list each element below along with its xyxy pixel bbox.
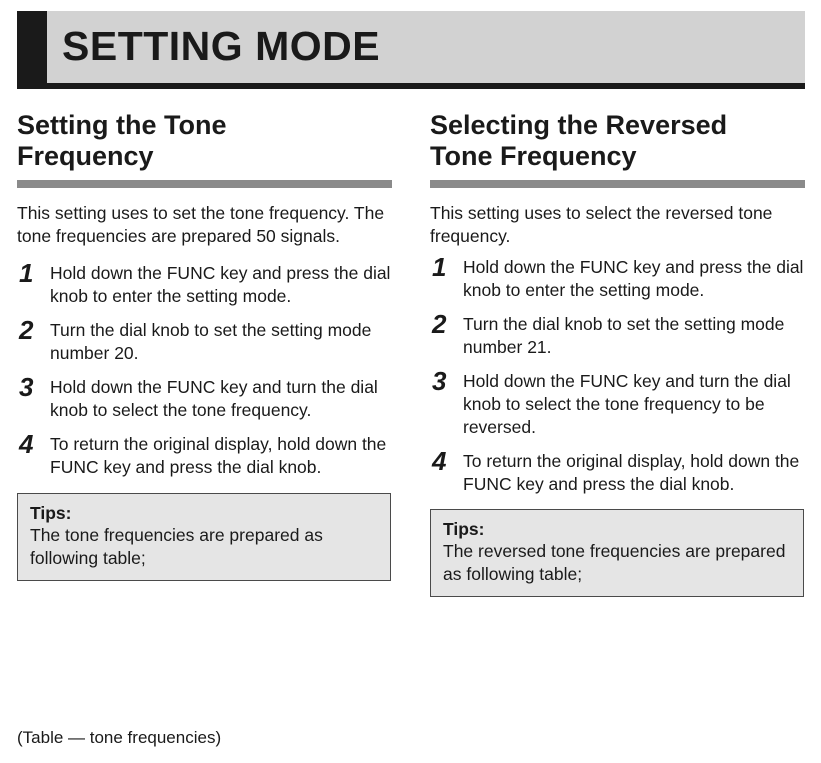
intro-text: This setting uses to select the reversed tone frequency. bbox=[430, 203, 773, 246]
section-title-reversed-tone-frequency bbox=[430, 110, 805, 172]
step-text: Hold down the FUNC key and press the dial knob to enter the setting mode. bbox=[463, 257, 804, 300]
table-placeholder-note: (Table — tone frequencies) bbox=[17, 728, 222, 747]
step-item bbox=[430, 309, 805, 359]
intro-text: This setting uses to set the tone frequency. The tone frequencies are prepared 50 signals. bbox=[17, 203, 385, 246]
step-number: 2 bbox=[432, 309, 447, 339]
step-number: 4 bbox=[432, 446, 447, 476]
step-number: 4 bbox=[19, 429, 34, 459]
section-rule bbox=[17, 180, 392, 188]
step-number: 3 bbox=[19, 372, 34, 402]
section-title-line-2: Tone Frequency bbox=[430, 141, 637, 171]
tips-text: The reversed tone frequencies are prepared as following table; bbox=[443, 541, 786, 584]
step-item bbox=[17, 315, 392, 365]
step-item bbox=[17, 258, 392, 308]
step-item bbox=[17, 372, 392, 422]
section-title-line-2: Frequency bbox=[17, 141, 154, 171]
step-text: Hold down the FUNC key and turn the dial knob to select the tone frequency. bbox=[50, 377, 378, 420]
page-title: SETTING MODE bbox=[62, 23, 381, 69]
tips-box bbox=[430, 509, 804, 597]
tips-title: Tips: bbox=[443, 519, 485, 539]
header-rule bbox=[17, 83, 805, 89]
step-text: To return the original display, hold down the FUNC key and press the dial knob. bbox=[50, 434, 387, 477]
step-number: 1 bbox=[432, 252, 447, 282]
section-rule bbox=[430, 180, 805, 188]
step-text: To return the original display, hold down the FUNC key and press the dial knob. bbox=[463, 451, 800, 494]
step-text: Hold down the FUNC key and turn the dial knob to select the tone frequency to be reversed. bbox=[463, 371, 791, 437]
step-number: 3 bbox=[432, 366, 447, 396]
step-text: Hold down the FUNC key and press the dial knob to enter the setting mode. bbox=[50, 263, 391, 306]
step-text: Turn the dial knob to set the setting mode number 20. bbox=[50, 320, 372, 363]
section-title-tone-frequency bbox=[17, 110, 392, 172]
step-item bbox=[17, 429, 392, 479]
step-item bbox=[430, 252, 805, 302]
header-accent-block bbox=[17, 11, 47, 89]
step-item bbox=[430, 446, 805, 496]
section-title-line-1: Setting the Tone bbox=[17, 110, 227, 140]
step-number: 2 bbox=[19, 315, 34, 345]
section-title-line-1: Selecting the Reversed bbox=[430, 110, 728, 140]
step-item bbox=[430, 366, 805, 439]
section-tone-frequency bbox=[17, 110, 392, 581]
steps-list bbox=[17, 258, 392, 479]
tips-text: The tone frequencies are prepared as following table; bbox=[30, 525, 323, 568]
tips-title: Tips: bbox=[30, 503, 72, 523]
tips-box bbox=[17, 493, 391, 581]
section-reversed-tone-frequency bbox=[430, 110, 805, 597]
step-text: Turn the dial knob to set the setting mode number 21. bbox=[463, 314, 785, 357]
step-number: 1 bbox=[19, 258, 34, 288]
steps-list bbox=[430, 252, 805, 496]
